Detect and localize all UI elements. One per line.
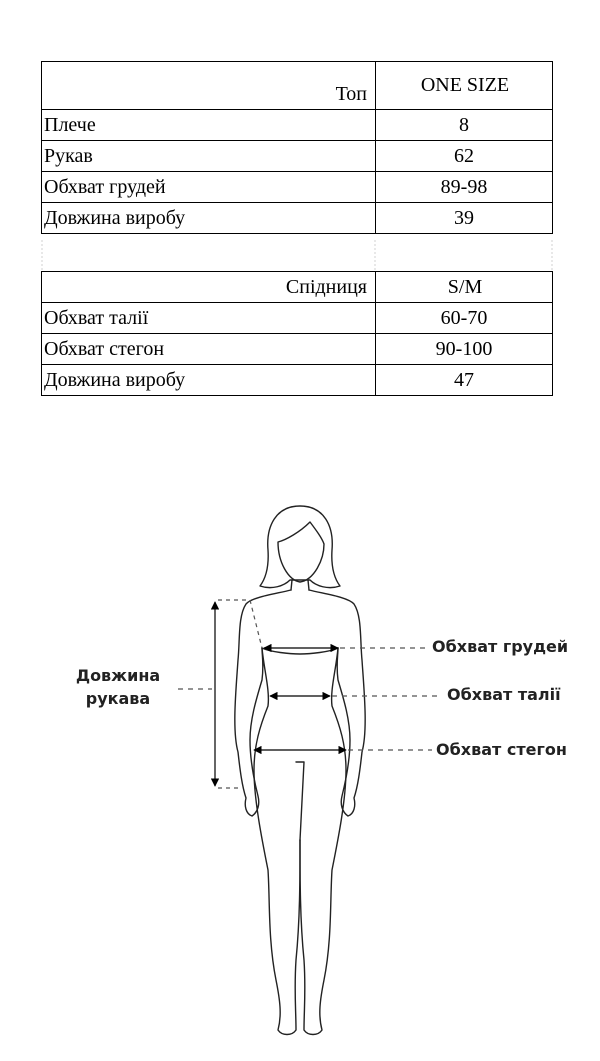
row-value: 62 [376,141,553,172]
table-gap-gridlines [41,240,553,271]
skirt-table-size: S/M [376,272,553,303]
table-row [42,110,553,141]
table-row [42,203,553,234]
top-table-header [42,62,553,110]
chest-label: Обхват грудей [432,637,569,656]
table-row [42,141,553,172]
measurement-lines [178,600,442,788]
sleeve-length-label: Довжина рукава [75,666,161,708]
hips-label: Обхват стегон [436,740,567,759]
skirt-table-header [42,272,553,303]
row-value: 89-98 [376,172,553,203]
table-row [42,172,553,203]
row-label: Довжина виробу [42,365,376,396]
row-label: Обхват стегон [42,334,376,365]
row-value: 39 [376,203,553,234]
top-table-size: ONE SIZE [376,62,553,110]
row-label: Рукав [42,141,376,172]
female-silhouette [235,506,365,1035]
row-label: Плече [42,110,376,141]
skirt-table-title: Спідниця [42,272,376,303]
row-value: 8 [376,110,553,141]
row-value: 60-70 [376,303,553,334]
row-label: Обхват грудей [42,172,376,203]
waist-label: Обхват талії [447,685,561,704]
table-row [42,365,553,396]
row-value: 47 [376,365,553,396]
row-value: 90-100 [376,334,553,365]
top-table-title: Топ [42,62,376,110]
row-label: Довжина виробу [42,203,376,234]
row-label: Обхват талії [42,303,376,334]
skirt-size-table [41,271,553,396]
table-row [42,303,553,334]
top-size-table [41,61,553,234]
table-row [42,334,553,365]
